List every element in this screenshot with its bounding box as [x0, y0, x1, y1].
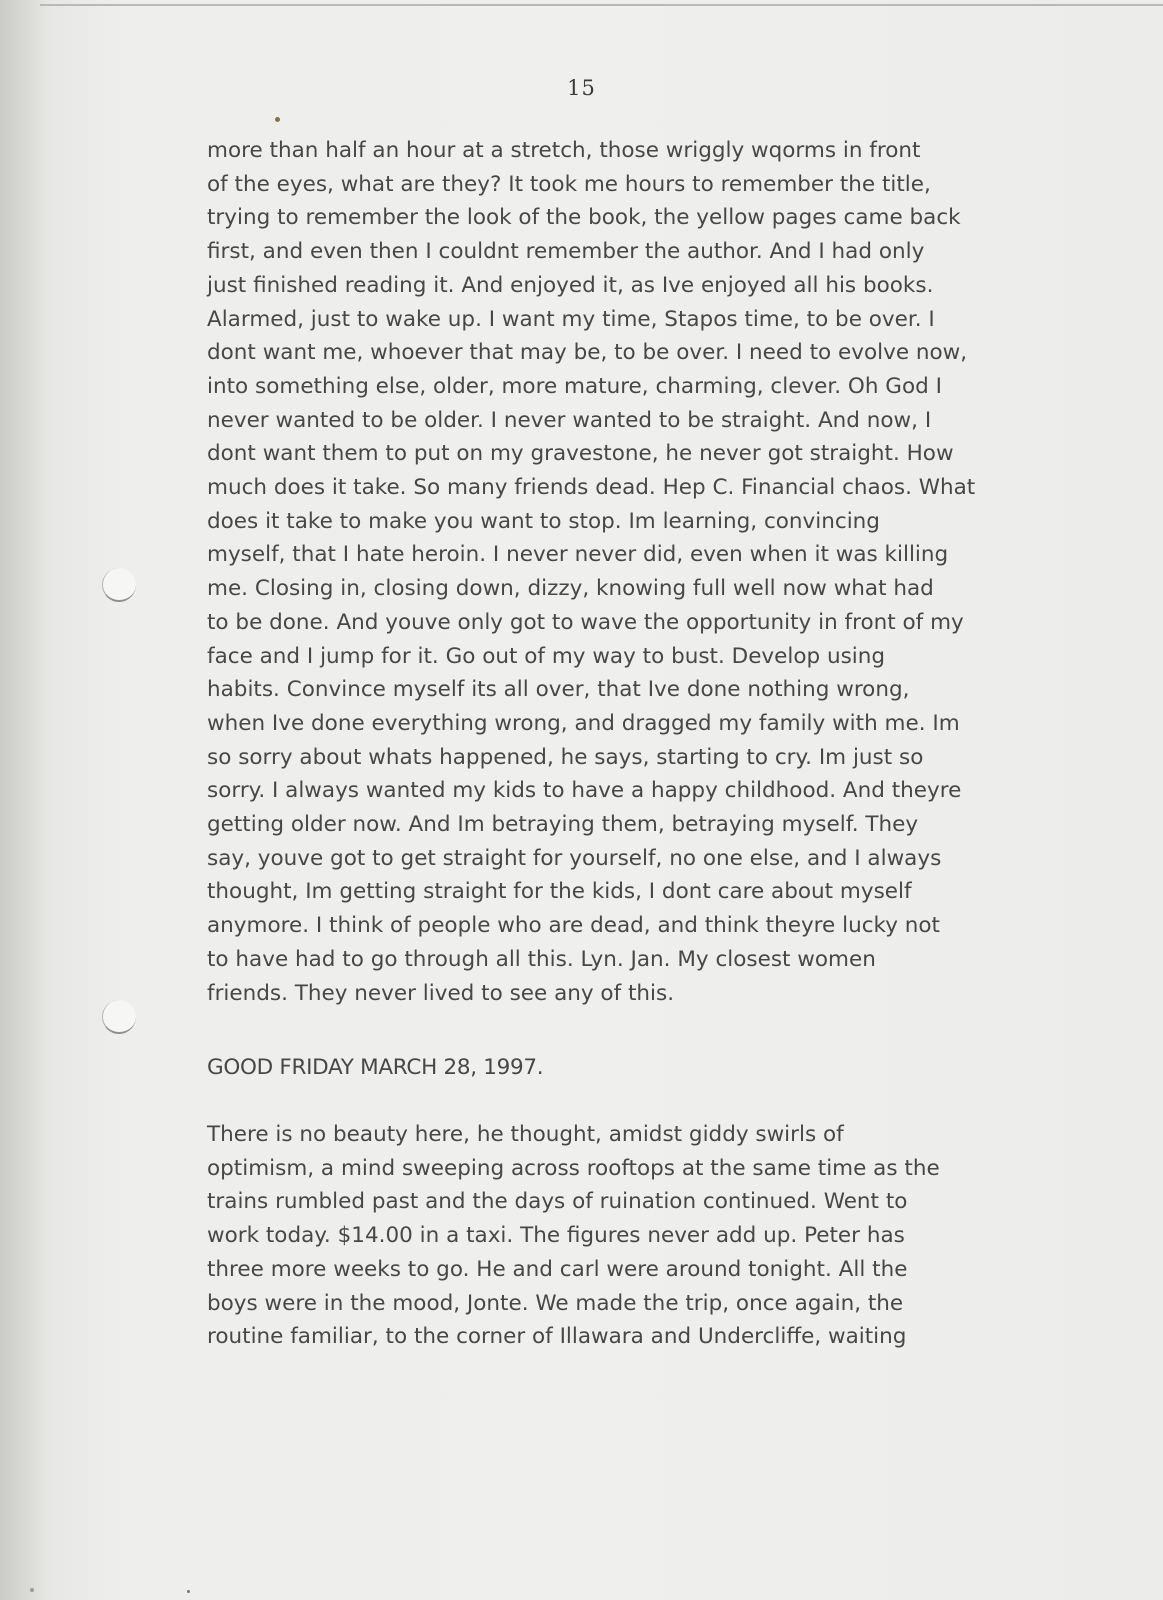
text-line: anymore. I think of people who are dead, and think theyre lucky not — [207, 913, 940, 939]
punch-hole-icon — [102, 1000, 136, 1034]
text-line: dont want me, whoever that may be, to be over. I need to evolve now, — [207, 340, 968, 366]
text-line: into something else, older, more mature, charming, clever. Oh God I — [207, 373, 942, 399]
text-line: optimism, a mind sweeping across rooftops at the same time as the — [207, 1155, 940, 1181]
page-edge-shadow — [0, 0, 50, 1600]
text-line: so sorry about whats happened, he says, starting to cry. Im just so — [207, 744, 924, 770]
text-line: trains rumbled past and the days of ruination continued. Went to — [207, 1189, 908, 1215]
text-line: There is no beauty here, he thought, amidst giddy swirls of — [207, 1122, 844, 1147]
text-line: does it take to make you want to stop. Im learning, convincing — [207, 508, 880, 534]
text-line: more than half an hour at a stretch, those wriggly wqorms in front — [207, 138, 921, 163]
text-line: habits. Convince myself its all over, that Ive done nothing wrong, — [207, 677, 910, 703]
page-number: 15 — [567, 76, 596, 100]
date-heading: GOOD FRIDAY MARCH 28, 1997. — [207, 1055, 544, 1080]
ink-speck — [275, 117, 280, 122]
text-line: boys were in the mood, Jonte. We made the trip, once again, the — [207, 1290, 904, 1316]
text-line: never wanted to be older. I never wanted to be straight. And now, I — [207, 407, 932, 433]
text-line: when Ive done everything wrong, and dragged my family with me. Im — [207, 710, 960, 736]
text-line: getting older now. And Im betraying them, betraying myself. They — [207, 812, 919, 838]
text-line: of the eyes, what are they? It took me hours to remember the title, — [207, 171, 931, 197]
paragraph-2 — [207, 1118, 1037, 1354]
text-line: to be done. And youve only got to wave the opportunity in front of my — [207, 609, 964, 635]
text-line: me. Closing in, closing down, dizzy, knowing full well now what had — [207, 576, 934, 602]
punch-hole-icon — [102, 568, 136, 602]
text-line: thought, Im getting straight for the kids, I dont care about myself — [207, 879, 912, 905]
text-line: myself, that I hate heroin. I never never did, even when it was killing — [207, 542, 949, 568]
text-line: just finished reading it. And enjoyed it, as Ive enjoyed all his books. — [207, 272, 934, 298]
text-line: sorry. I always wanted my kids to have a happy childhood. And theyre — [207, 778, 962, 804]
text-line: friends. They never lived to see any of this. — [207, 980, 675, 1006]
paragraph-1 — [207, 134, 1037, 1010]
page-top-edge — [40, 4, 1163, 6]
text-line: much does it take. So many friends dead. Hep C. Financial chaos. What — [207, 475, 976, 501]
text-line: dont want them to put on my gravestone, he never got straight. How — [207, 441, 954, 467]
text-line: work today. $14.00 in a taxi. The figures never add up. Peter has — [207, 1223, 905, 1249]
text-line: first, and even then I couldnt remember the author. And I had only — [207, 239, 925, 265]
text-line: trying to remember the look of the book, the yellow pages came back — [207, 205, 961, 231]
text-line: say, youve got to get straight for yourself, no one else, and I always — [207, 845, 942, 871]
text-line: routine familiar, to the corner of Illawara and Undercliffe, waiting — [207, 1324, 907, 1350]
text-line: face and I jump for it. Go out of my way to bust. Develop using — [207, 643, 886, 669]
text-line: to have had to go through all this. Lyn. Jan. My closest women — [207, 946, 876, 972]
text-line: Alarmed, just to wake up. I want my time, Stapos time, to be over. I — [207, 306, 935, 332]
ink-speck — [30, 1588, 34, 1592]
ink-speck — [187, 1590, 190, 1593]
text-line: three more weeks to go. He and carl were around tonight. All the — [207, 1256, 908, 1282]
